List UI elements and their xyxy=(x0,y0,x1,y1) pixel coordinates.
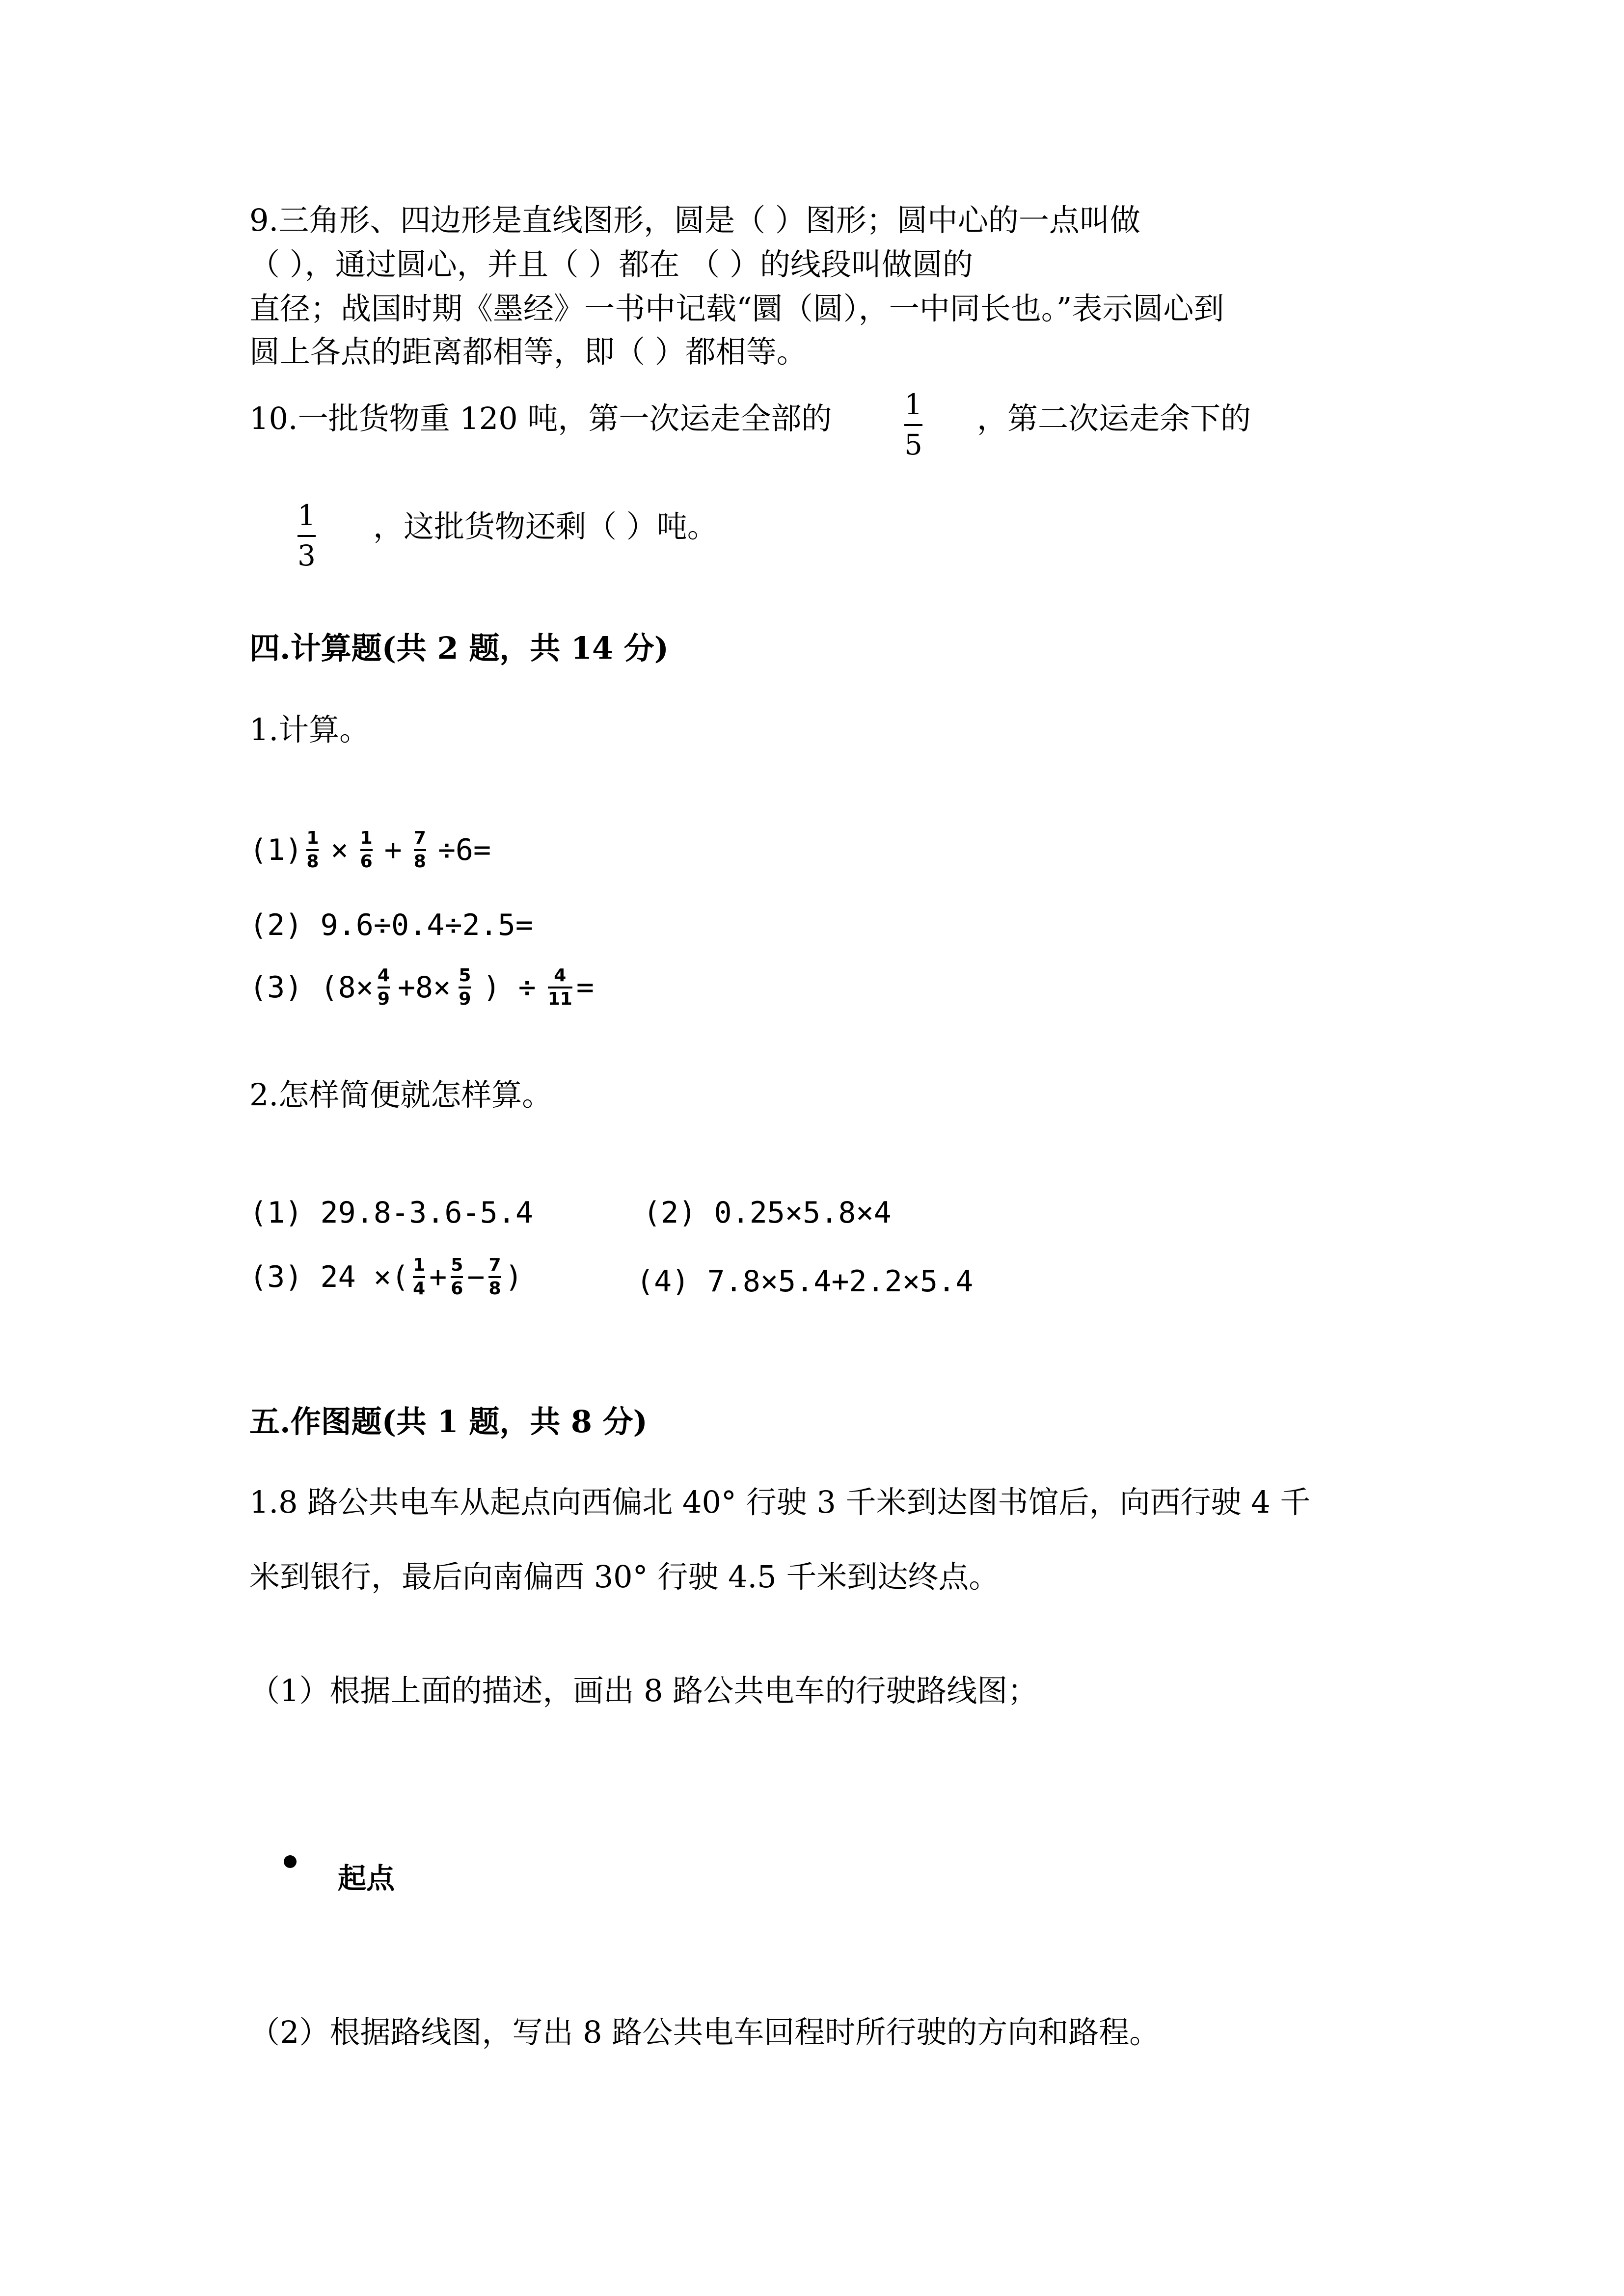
fraction xyxy=(451,1256,463,1298)
expr-tail: = xyxy=(576,970,594,1005)
expr-prefix: (3) 24 ×( xyxy=(249,1260,409,1294)
section4-q1-expr3 xyxy=(249,967,594,1008)
operator: + xyxy=(429,1260,447,1294)
fraction-numerator: 7 xyxy=(413,828,426,848)
section4-q2-label: 2.怎样简便就怎样算。 xyxy=(249,1077,553,1113)
fraction-numerator: 1 xyxy=(360,828,373,848)
start-point-dot xyxy=(284,1855,297,1868)
expr-tail: ) xyxy=(505,1260,523,1294)
fraction xyxy=(459,967,471,1008)
fraction xyxy=(378,967,390,1008)
section4-q2-expr4: (4) 7.8×5.4+2.2×5.4 xyxy=(636,1264,974,1299)
fraction-numerator: 4 xyxy=(377,965,390,986)
fraction-denominator: 8 xyxy=(413,852,426,872)
q10-part3: ，这批货物还剩（ ）吨。 xyxy=(373,508,718,544)
fraction-bar xyxy=(904,424,922,426)
fraction-numerator: 1 xyxy=(298,499,316,532)
fraction-denominator: 11 xyxy=(547,989,572,1009)
section4-q1-expr2: (2) 9.6÷0.4÷2.5= xyxy=(249,908,533,942)
fraction xyxy=(306,829,319,871)
fraction xyxy=(488,1256,501,1298)
q9-line4: 圆上各点的距离都相等，即（ ）都相等。 xyxy=(249,334,807,370)
section5-q1-line2: 米到银行，最后向南偏西 30° 行驶 4.5 千米到达终点。 xyxy=(249,1559,1000,1595)
operator: × xyxy=(330,833,349,867)
expr-tail: ÷6= xyxy=(437,833,491,867)
section4-q1-label: 1.计算。 xyxy=(249,712,370,748)
fraction-denominator: 5 xyxy=(904,428,922,461)
expr-prefix: (3) (8× xyxy=(249,970,374,1005)
fraction-denominator: 6 xyxy=(451,1279,463,1299)
section4-q2-expr2: (2) 0.25×5.8×4 xyxy=(643,1196,892,1230)
fraction-denominator: 9 xyxy=(459,989,471,1009)
fraction-numerator: 5 xyxy=(459,965,471,986)
fraction xyxy=(413,1256,425,1298)
section5-q1-sub2: （2）根据路线图，写出 8 路公共电车回程时所行驶的方向和路程。 xyxy=(249,2014,1160,2050)
section5-q1-sub1: （1）根据上面的描述，画出 8 路公共电车的行驶路线图； xyxy=(249,1673,1038,1709)
expr-mid: +8× xyxy=(397,970,451,1005)
section5-title: 五.作图题(共 1 题，共 8 分) xyxy=(249,1404,648,1440)
fraction xyxy=(548,967,572,1008)
q9-line2: （ ），通过圆心，并且（ ）都在 （ ）的线段叫做圆的 xyxy=(249,246,973,282)
fraction-denominator: 4 xyxy=(413,1279,426,1299)
fraction-denominator: 6 xyxy=(360,852,373,872)
operator: + xyxy=(384,833,402,867)
start-point-label: 起点 xyxy=(338,1862,395,1895)
section4-q2-expr1: (1) 29.8-3.6-5.4 xyxy=(249,1196,533,1230)
fraction-numerator: 5 xyxy=(451,1255,463,1275)
section5-q1-line1: 1.8 路公共电车从起点向西偏北 40° 行驶 3 千米到达图书馆后，向西行驶 4 千 xyxy=(249,1484,1311,1520)
fraction-numerator: 1 xyxy=(306,828,319,848)
fraction-bar xyxy=(298,535,316,537)
q9-line3: 直径；战国时期《墨经》一书中记载“圜（圆），一中同长也。”表示圆心到 xyxy=(249,291,1224,326)
q10-fraction-2 xyxy=(298,499,316,572)
section4-q2-expr3 xyxy=(249,1256,523,1298)
operator: ) ÷ xyxy=(483,970,536,1005)
fraction-denominator: 9 xyxy=(377,989,390,1009)
fraction xyxy=(360,829,373,871)
fraction-numerator: 1 xyxy=(904,388,922,421)
fraction xyxy=(414,829,426,871)
section4-title: 四.计算题(共 2 题，共 14 分) xyxy=(249,630,669,666)
q10-part2: ，第二次运走余下的 xyxy=(977,400,1251,436)
fraction-numerator: 1 xyxy=(413,1255,426,1275)
expr-prefix: (1) xyxy=(249,833,303,867)
q9-line1: 9.三角形、四边形是直线图形，圆是（ ）图形；圆中心的一点叫做 xyxy=(249,202,1140,238)
fraction-numerator: 7 xyxy=(488,1255,501,1275)
q10-fraction-1 xyxy=(904,388,922,461)
q10-part1: 10.一批货物重 120 吨，第一次运走全部的 xyxy=(249,400,832,436)
fraction-denominator: 8 xyxy=(306,852,319,872)
section4-q1-expr1 xyxy=(249,829,491,871)
operator: − xyxy=(467,1260,485,1294)
fraction-denominator: 8 xyxy=(488,1279,501,1299)
fraction-numerator: 4 xyxy=(554,965,567,986)
fraction-denominator: 3 xyxy=(298,539,316,572)
